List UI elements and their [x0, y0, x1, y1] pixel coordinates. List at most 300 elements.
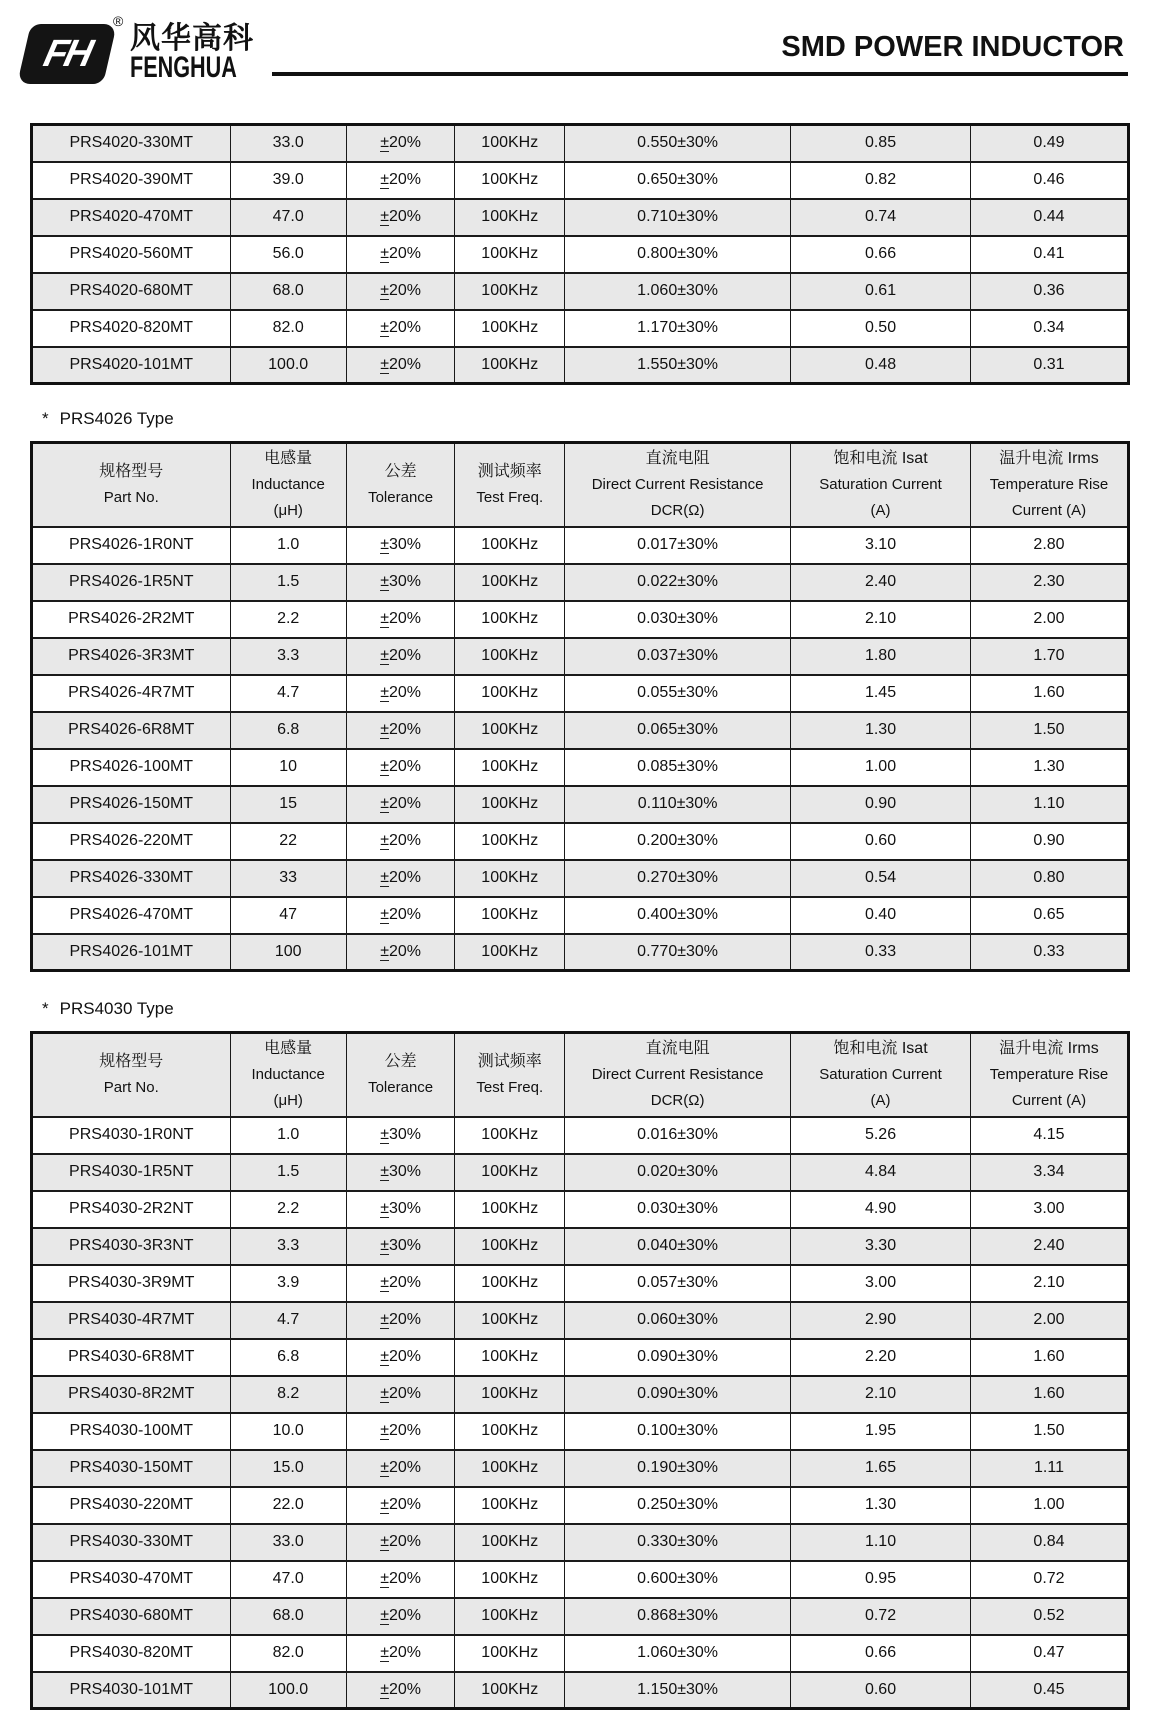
section-heading-text: PRS4026 Type	[59, 409, 174, 428]
column-header-line: (μH)	[273, 501, 303, 519]
asterisk-marker: *	[42, 999, 49, 1018]
cell-test-freq: 100KHz	[455, 162, 565, 199]
table-row	[32, 897, 1129, 934]
column-header-test-freq	[455, 443, 565, 527]
cell-test-freq: 100KHz	[455, 601, 565, 638]
cell-test-freq: 100KHz	[455, 236, 565, 273]
cell-isat: 1.30	[791, 712, 971, 749]
plus-minus-sign: ±	[380, 208, 389, 225]
logo-fh-text: FH	[39, 33, 95, 75]
table-row	[32, 1154, 1129, 1191]
cell-part-no: PRS4030-1R0NT	[32, 1117, 231, 1154]
cell-part-no: PRS4026-100MT	[32, 749, 231, 786]
cell-dcr: 0.085±30%	[565, 749, 791, 786]
cell-test-freq: 100KHz	[455, 1302, 565, 1339]
table-row	[32, 564, 1129, 601]
section-heading-prs4026	[42, 409, 174, 429]
cell-isat: 1.45	[791, 675, 971, 712]
plus-minus-sign: ±	[380, 282, 389, 299]
table-row	[32, 1598, 1129, 1635]
cell-isat: 3.30	[791, 1228, 971, 1265]
cell-irms: 2.00	[970, 1302, 1128, 1339]
cell-isat: 4.90	[791, 1191, 971, 1228]
cell-irms: 1.60	[970, 1376, 1128, 1413]
cell-inductance: 6.8	[230, 1339, 346, 1376]
table-row	[32, 125, 1129, 162]
cell-test-freq: 100KHz	[455, 1487, 565, 1524]
cell-tolerance: ±20%	[346, 601, 455, 638]
plus-minus-sign: ±	[380, 1385, 389, 1402]
cell-test-freq: 100KHz	[455, 749, 565, 786]
cell-isat: 1.30	[791, 1487, 971, 1524]
cell-dcr: 0.650±30%	[565, 162, 791, 199]
cell-inductance: 33	[230, 860, 346, 897]
cell-inductance: 100.0	[230, 1672, 346, 1709]
cell-inductance: 6.8	[230, 712, 346, 749]
cell-tolerance: ±20%	[346, 934, 455, 971]
cell-test-freq: 100KHz	[455, 310, 565, 347]
cell-irms: 3.34	[970, 1154, 1128, 1191]
cell-test-freq: 100KHz	[455, 1598, 565, 1635]
table-row	[32, 1117, 1129, 1154]
cell-part-no: PRS4020-390MT	[32, 162, 231, 199]
table-row	[32, 347, 1129, 384]
cell-irms: 0.49	[970, 125, 1128, 162]
cell-tolerance: ±20%	[346, 199, 455, 236]
column-header-inductance	[230, 1033, 346, 1117]
column-header-line: Temperature Rise	[989, 1065, 1109, 1083]
cell-tolerance: ±30%	[346, 1117, 455, 1154]
cell-isat: 1.65	[791, 1450, 971, 1487]
cell-part-no: PRS4026-101MT	[32, 934, 231, 971]
cell-inductance: 82.0	[230, 1635, 346, 1672]
cell-tolerance: ±20%	[346, 125, 455, 162]
cell-part-no: PRS4020-101MT	[32, 347, 231, 384]
brand-name-english: FENGHUA	[130, 51, 237, 84]
cell-isat: 1.95	[791, 1413, 971, 1450]
cell-part-no: PRS4026-150MT	[32, 786, 231, 823]
cell-tolerance: ±20%	[346, 1598, 455, 1635]
fenghua-logo-icon	[17, 24, 117, 84]
cell-irms: 0.52	[970, 1598, 1128, 1635]
cell-tolerance: ±20%	[346, 273, 455, 310]
cell-test-freq: 100KHz	[455, 1635, 565, 1672]
plus-minus-sign: ±	[380, 1311, 389, 1328]
header-row	[32, 443, 1129, 527]
table-row	[32, 934, 1129, 971]
cell-test-freq: 100KHz	[455, 199, 565, 236]
cell-tolerance: ±20%	[346, 1635, 455, 1672]
cell-tolerance: ±20%	[346, 1302, 455, 1339]
table-row	[32, 749, 1129, 786]
plus-minus-sign: ±	[380, 795, 389, 812]
cell-inductance: 100.0	[230, 347, 346, 384]
cell-inductance: 15.0	[230, 1450, 346, 1487]
cell-dcr: 1.150±30%	[565, 1672, 791, 1709]
plus-minus-sign: ±	[380, 1163, 389, 1180]
column-header-dcr	[565, 443, 791, 527]
cell-inductance: 47	[230, 897, 346, 934]
cell-irms: 0.34	[970, 310, 1128, 347]
table-row	[32, 638, 1129, 675]
cell-test-freq: 100KHz	[455, 347, 565, 384]
plus-minus-sign: ±	[380, 1680, 389, 1698]
cell-dcr: 0.710±30%	[565, 199, 791, 236]
cell-isat: 1.10	[791, 1524, 971, 1561]
table-row	[32, 1339, 1129, 1376]
cell-part-no: PRS4026-330MT	[32, 860, 231, 897]
cell-inductance: 4.7	[230, 1302, 346, 1339]
column-header-dcr	[565, 1033, 791, 1117]
cell-inductance: 8.2	[230, 1376, 346, 1413]
cell-inductance: 3.3	[230, 638, 346, 675]
cell-isat: 0.66	[791, 236, 971, 273]
cell-tolerance: ±30%	[346, 1228, 455, 1265]
column-header-line: Temperature Rise	[989, 475, 1109, 493]
cell-tolerance: ±30%	[346, 1191, 455, 1228]
cell-irms: 2.00	[970, 601, 1128, 638]
cell-part-no: PRS4026-3R3MT	[32, 638, 231, 675]
cell-tolerance: ±30%	[346, 564, 455, 601]
column-header-line: 直流电阻	[645, 1039, 710, 1057]
column-header-tolerance	[346, 443, 455, 527]
cell-dcr: 0.055±30%	[565, 675, 791, 712]
cell-irms: 2.10	[970, 1265, 1128, 1302]
cell-isat: 3.00	[791, 1265, 971, 1302]
section-heading-prs4030	[42, 999, 174, 1019]
cell-irms: 3.00	[970, 1191, 1128, 1228]
cell-tolerance: ±20%	[346, 860, 455, 897]
cell-dcr: 0.060±30%	[565, 1302, 791, 1339]
cell-dcr: 0.020±30%	[565, 1154, 791, 1191]
column-header-line: Part No.	[103, 488, 159, 506]
column-header-line: 公差	[384, 1052, 417, 1070]
cell-part-no: PRS4030-470MT	[32, 1561, 231, 1598]
cell-irms: 1.11	[970, 1450, 1128, 1487]
cell-test-freq: 100KHz	[455, 1561, 565, 1598]
brand-name-chinese: 风华高科	[130, 22, 254, 55]
column-header-line: Tolerance	[368, 488, 434, 506]
cell-irms: 1.00	[970, 1487, 1128, 1524]
cell-dcr: 0.022±30%	[565, 564, 791, 601]
cell-part-no: PRS4020-470MT	[32, 199, 231, 236]
column-header-isat	[791, 443, 971, 527]
spec-table-prs4026	[30, 441, 1130, 972]
cell-isat: 0.61	[791, 273, 971, 310]
cell-dcr: 1.170±30%	[565, 310, 791, 347]
cell-part-no: PRS4030-3R9MT	[32, 1265, 231, 1302]
cell-test-freq: 100KHz	[455, 125, 565, 162]
column-header-inductance	[230, 443, 346, 527]
cell-tolerance: ±20%	[346, 162, 455, 199]
cell-part-no: PRS4020-820MT	[32, 310, 231, 347]
cell-inductance: 3.9	[230, 1265, 346, 1302]
cell-irms: 2.80	[970, 527, 1128, 564]
cell-test-freq: 100KHz	[455, 1376, 565, 1413]
cell-inductance: 47.0	[230, 1561, 346, 1598]
cell-isat: 2.20	[791, 1339, 971, 1376]
column-header-line: 测试频率	[477, 1052, 542, 1070]
cell-inductance: 15	[230, 786, 346, 823]
plus-minus-sign: ±	[380, 721, 389, 738]
cell-tolerance: ±20%	[346, 310, 455, 347]
cell-isat: 0.82	[791, 162, 971, 199]
cell-irms: 0.90	[970, 823, 1128, 860]
column-header-line: Current (A)	[1011, 501, 1087, 519]
cell-inductance: 1.5	[230, 1154, 346, 1191]
cell-inductance: 68.0	[230, 1598, 346, 1635]
cell-part-no: PRS4030-100MT	[32, 1413, 231, 1450]
plus-minus-sign: ±	[380, 245, 389, 262]
cell-inductance: 39.0	[230, 162, 346, 199]
cell-part-no: PRS4026-4R7MT	[32, 675, 231, 712]
cell-inductance: 3.3	[230, 1228, 346, 1265]
table-row	[32, 712, 1129, 749]
cell-dcr: 0.037±30%	[565, 638, 791, 675]
cell-dcr: 0.800±30%	[565, 236, 791, 273]
plus-minus-sign: ±	[380, 536, 389, 553]
column-header-line: 公差	[384, 462, 417, 480]
cell-tolerance: ±20%	[346, 347, 455, 384]
cell-part-no: PRS4020-330MT	[32, 125, 231, 162]
cell-test-freq: 100KHz	[455, 273, 565, 310]
cell-part-no: PRS4030-2R2NT	[32, 1191, 231, 1228]
cell-dcr: 0.270±30%	[565, 860, 791, 897]
cell-tolerance: ±20%	[346, 712, 455, 749]
cell-irms: 0.65	[970, 897, 1128, 934]
column-header-line: (A)	[870, 501, 891, 519]
cell-test-freq: 100KHz	[455, 1450, 565, 1487]
cell-inductance: 68.0	[230, 273, 346, 310]
cell-isat: 0.60	[791, 1672, 971, 1709]
cell-part-no: PRS4030-101MT	[32, 1672, 231, 1709]
cell-irms: 0.31	[970, 347, 1128, 384]
column-header-line: Tolerance	[368, 1078, 434, 1096]
cell-dcr: 0.100±30%	[565, 1413, 791, 1450]
cell-tolerance: ±20%	[346, 1672, 455, 1709]
column-header-line: DCR(Ω)	[650, 501, 705, 519]
cell-irms: 1.70	[970, 638, 1128, 675]
cell-part-no: PRS4030-150MT	[32, 1450, 231, 1487]
plus-minus-sign: ±	[380, 1644, 389, 1661]
cell-tolerance: ±20%	[346, 1561, 455, 1598]
table-row	[32, 199, 1129, 236]
plus-minus-sign: ±	[380, 1496, 389, 1513]
cell-dcr: 0.190±30%	[565, 1450, 791, 1487]
cell-test-freq: 100KHz	[455, 823, 565, 860]
cell-inductance: 33.0	[230, 1524, 346, 1561]
cell-irms: 1.60	[970, 1339, 1128, 1376]
cell-test-freq: 100KHz	[455, 1672, 565, 1709]
cell-test-freq: 100KHz	[455, 675, 565, 712]
cell-irms: 0.41	[970, 236, 1128, 273]
table-row	[32, 601, 1129, 638]
cell-irms: 4.15	[970, 1117, 1128, 1154]
plus-minus-sign: ±	[380, 573, 389, 590]
plus-minus-sign: ±	[380, 684, 389, 701]
cell-irms: 0.80	[970, 860, 1128, 897]
plus-minus-sign: ±	[380, 942, 389, 960]
header-divider	[272, 72, 1128, 76]
cell-tolerance: ±20%	[346, 1339, 455, 1376]
table-row	[32, 273, 1129, 310]
asterisk-marker: *	[42, 409, 49, 428]
section-heading-text: PRS4030 Type	[59, 999, 174, 1018]
cell-isat: 0.33	[791, 934, 971, 971]
cell-irms: 0.44	[970, 199, 1128, 236]
table-row	[32, 310, 1129, 347]
plus-minus-sign: ±	[380, 869, 389, 886]
column-header-line: Part No.	[103, 1078, 159, 1096]
cell-part-no: PRS4026-470MT	[32, 897, 231, 934]
column-header-line: (A)	[870, 1091, 891, 1109]
cell-test-freq: 100KHz	[455, 1154, 565, 1191]
cell-part-no: PRS4030-6R8MT	[32, 1339, 231, 1376]
cell-isat: 4.84	[791, 1154, 971, 1191]
table-row	[32, 1228, 1129, 1265]
cell-isat: 2.10	[791, 1376, 971, 1413]
plus-minus-sign: ±	[380, 1200, 389, 1217]
cell-part-no: PRS4030-330MT	[32, 1524, 231, 1561]
plus-minus-sign: ±	[380, 1237, 389, 1254]
column-header-test-freq	[455, 1033, 565, 1117]
cell-irms: 0.46	[970, 162, 1128, 199]
cell-tolerance: ±20%	[346, 675, 455, 712]
cell-dcr: 0.868±30%	[565, 1598, 791, 1635]
table-row	[32, 527, 1129, 564]
cell-test-freq: 100KHz	[455, 1191, 565, 1228]
cell-isat: 0.54	[791, 860, 971, 897]
plus-minus-sign: ±	[380, 1422, 389, 1439]
cell-inductance: 4.7	[230, 675, 346, 712]
column-header-line: 电感量	[264, 449, 313, 467]
cell-isat: 2.40	[791, 564, 971, 601]
column-header-line: 电感量	[264, 1039, 313, 1057]
cell-irms: 1.10	[970, 786, 1128, 823]
cell-isat: 0.50	[791, 310, 971, 347]
table-row	[32, 1635, 1129, 1672]
cell-isat: 0.40	[791, 897, 971, 934]
cell-dcr: 0.030±30%	[565, 1191, 791, 1228]
cell-part-no: PRS4026-6R8MT	[32, 712, 231, 749]
column-header-tolerance	[346, 1033, 455, 1117]
cell-part-no: PRS4020-680MT	[32, 273, 231, 310]
header-row	[32, 1033, 1129, 1117]
cell-part-no: PRS4026-1R0NT	[32, 527, 231, 564]
plus-minus-sign: ±	[380, 1126, 389, 1143]
column-header-isat	[791, 1033, 971, 1117]
table-row	[32, 675, 1129, 712]
cell-irms: 0.72	[970, 1561, 1128, 1598]
cell-inductance: 56.0	[230, 236, 346, 273]
table-row	[32, 1191, 1129, 1228]
cell-isat: 0.72	[791, 1598, 971, 1635]
cell-part-no: PRS4030-8R2MT	[32, 1376, 231, 1413]
cell-dcr: 0.600±30%	[565, 1561, 791, 1598]
cell-dcr: 1.060±30%	[565, 1635, 791, 1672]
cell-part-no: PRS4030-220MT	[32, 1487, 231, 1524]
cell-isat: 0.85	[791, 125, 971, 162]
cell-test-freq: 100KHz	[455, 860, 565, 897]
table-row	[32, 1672, 1129, 1709]
column-header-irms	[970, 1033, 1128, 1117]
cell-dcr: 0.017±30%	[565, 527, 791, 564]
cell-inductance: 47.0	[230, 199, 346, 236]
cell-tolerance: ±20%	[346, 897, 455, 934]
column-header-line: Test Freq.	[476, 1078, 544, 1096]
cell-tolerance: ±20%	[346, 1265, 455, 1302]
cell-isat: 3.10	[791, 527, 971, 564]
column-header-line: 测试频率	[477, 462, 542, 480]
cell-test-freq: 100KHz	[455, 527, 565, 564]
column-header-line: Saturation Current	[819, 1065, 942, 1083]
cell-dcr: 1.060±30%	[565, 273, 791, 310]
cell-tolerance: ±20%	[346, 786, 455, 823]
plus-minus-sign: ±	[380, 647, 389, 664]
cell-part-no: PRS4026-220MT	[32, 823, 231, 860]
cell-part-no: PRS4030-1R5NT	[32, 1154, 231, 1191]
plus-minus-sign: ±	[380, 319, 389, 336]
cell-irms: 2.30	[970, 564, 1128, 601]
column-header-line: 温升电流 Irms	[999, 449, 1099, 467]
table-row	[32, 236, 1129, 273]
cell-test-freq: 100KHz	[455, 1265, 565, 1302]
plus-minus-sign: ±	[380, 1570, 389, 1587]
cell-part-no: PRS4026-2R2MT	[32, 601, 231, 638]
cell-dcr: 0.090±30%	[565, 1339, 791, 1376]
cell-isat: 1.80	[791, 638, 971, 675]
column-header-line: 饱和电流 Isat	[833, 449, 928, 467]
plus-minus-sign: ±	[380, 355, 389, 373]
cell-dcr: 0.770±30%	[565, 934, 791, 971]
cell-isat: 0.74	[791, 199, 971, 236]
column-header-line: Direct Current Resistance	[591, 475, 764, 493]
cell-test-freq: 100KHz	[455, 1228, 565, 1265]
cell-isat: 0.66	[791, 1635, 971, 1672]
spec-table-prs4030	[30, 1031, 1130, 1710]
cell-irms: 1.30	[970, 749, 1128, 786]
column-header-line: 温升电流 Irms	[999, 1039, 1099, 1057]
column-header-line: DCR(Ω)	[650, 1091, 705, 1109]
cell-irms: 0.47	[970, 1635, 1128, 1672]
cell-dcr: 1.550±30%	[565, 347, 791, 384]
column-header-line: Saturation Current	[819, 475, 942, 493]
cell-test-freq: 100KHz	[455, 564, 565, 601]
cell-isat: 0.48	[791, 347, 971, 384]
cell-tolerance: ±30%	[346, 527, 455, 564]
table-row	[32, 786, 1129, 823]
cell-part-no: PRS4030-820MT	[32, 1635, 231, 1672]
column-header-part-no	[32, 1033, 231, 1117]
cell-test-freq: 100KHz	[455, 1524, 565, 1561]
cell-inductance: 2.2	[230, 601, 346, 638]
table-row	[32, 162, 1129, 199]
cell-dcr: 0.550±30%	[565, 125, 791, 162]
cell-dcr: 0.057±30%	[565, 1265, 791, 1302]
cell-tolerance: ±20%	[346, 823, 455, 860]
plus-minus-sign: ±	[380, 832, 389, 849]
cell-isat: 2.90	[791, 1302, 971, 1339]
spec-table-prs4020	[30, 123, 1130, 385]
cell-isat: 5.26	[791, 1117, 971, 1154]
cell-tolerance: ±20%	[346, 749, 455, 786]
column-header-line: 规格型号	[99, 462, 164, 480]
cell-test-freq: 100KHz	[455, 786, 565, 823]
column-header-line: Current (A)	[1011, 1091, 1087, 1109]
column-header-line: Test Freq.	[476, 488, 544, 506]
cell-irms: 1.50	[970, 712, 1128, 749]
cell-isat: 0.60	[791, 823, 971, 860]
